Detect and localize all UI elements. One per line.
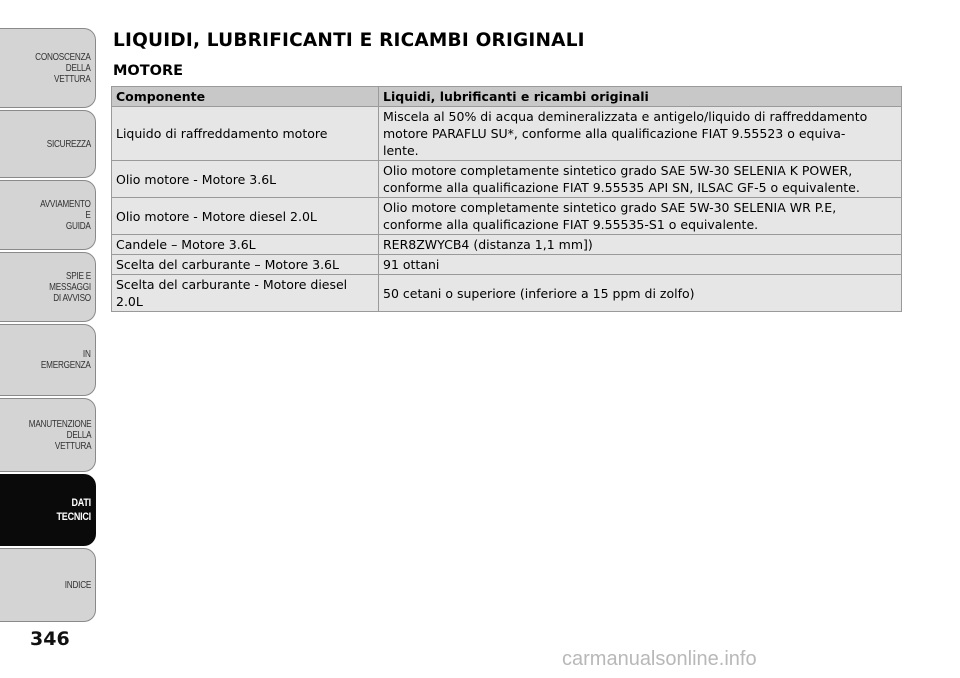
sidebar-tab-dati-tecnici[interactable] (0, 474, 96, 546)
column-header-fluids: Liquidi, lubrificanti e ricambi originali (379, 87, 902, 107)
table-row (112, 107, 902, 161)
sidebar-tab-label: DATI TECNICI (56, 497, 91, 523)
table-cell-component: Liquido di raffreddamento motore (112, 107, 379, 161)
table-row (112, 275, 902, 312)
table-cell-component: Candele – Motore 3.6L (112, 235, 379, 255)
specs-table (111, 86, 902, 312)
table-header-row (112, 87, 902, 107)
column-header-component: Componente (112, 87, 379, 107)
table-cell-spec: Miscela al 50% di acqua demineralizzata e antigelo/liquido di raffreddamento motore PARAFLU SU*, conforme alla qualificazione FIAT 9.55523 o equiva- lente. (379, 107, 902, 161)
sidebar-tab-emergenza[interactable] (0, 324, 96, 396)
section-title: MOTORE (113, 63, 184, 79)
table-cell-component: Olio motore - Motore 3.6L (112, 161, 379, 198)
sidebar-tab-manutenzione[interactable] (0, 398, 96, 472)
table-cell-component: Scelta del carburante - Motore diesel 2.0L (112, 275, 379, 312)
sidebar-tab-label: CONOSCENZA DELLA VETTURA (35, 51, 91, 85)
page-title: LIQUIDI, LUBRIFICANTI E RICAMBI ORIGINALI (113, 30, 585, 51)
table-cell-spec: Olio motore completamente sintetico grado SAE 5W-30 SELENIA WR P.E, conforme alla qualificazione FIAT 9.55535-S1 o equivalente. (379, 198, 902, 235)
table-row (112, 198, 902, 235)
table-cell-spec: RER8ZWYCB4 (distanza 1,1 mm]) (379, 235, 902, 255)
table-row (112, 235, 902, 255)
sidebar-tab-label: INDICE (64, 579, 91, 591)
table-row (112, 161, 902, 198)
watermark: carmanualsonline.info (562, 648, 757, 670)
table-cell-spec: Olio motore completamente sintetico grado SAE 5W-30 SELENIA K POWER, conforme alla qualificazione FIAT 9.55535 API SN, ILSAC GF-5 o equivalente. (379, 161, 902, 198)
page-number: 346 (30, 628, 70, 650)
sidebar-tab-spie[interactable] (0, 252, 96, 322)
sidebar-tab-label: AVVIAMENTO E GUIDA (40, 198, 91, 232)
table-cell-spec: 91 ottani (379, 255, 902, 275)
sidebar-tab-label: SICUREZZA (46, 138, 91, 150)
sidebar-tab-label: SPIE E MESSAGGI DI AVVISO (49, 270, 91, 304)
sidebar-tab-conoscenza[interactable] (0, 28, 96, 108)
table-row (112, 255, 902, 275)
sidebar-tab-avviamento[interactable] (0, 180, 96, 250)
sidebar-tab-label: IN EMERGENZA (41, 349, 91, 371)
sidebar-tab-indice[interactable] (0, 548, 96, 622)
table-cell-spec: 50 cetani o superiore (inferiore a 15 ppm di zolfo) (379, 275, 902, 312)
sidebar-tab-sicurezza[interactable] (0, 110, 96, 178)
sidebar-tab-label: MANUTENZIONE DELLA VETTURA (28, 418, 91, 452)
table-cell-component: Olio motore - Motore diesel 2.0L (112, 198, 379, 235)
table-cell-component: Scelta del carburante – Motore 3.6L (112, 255, 379, 275)
